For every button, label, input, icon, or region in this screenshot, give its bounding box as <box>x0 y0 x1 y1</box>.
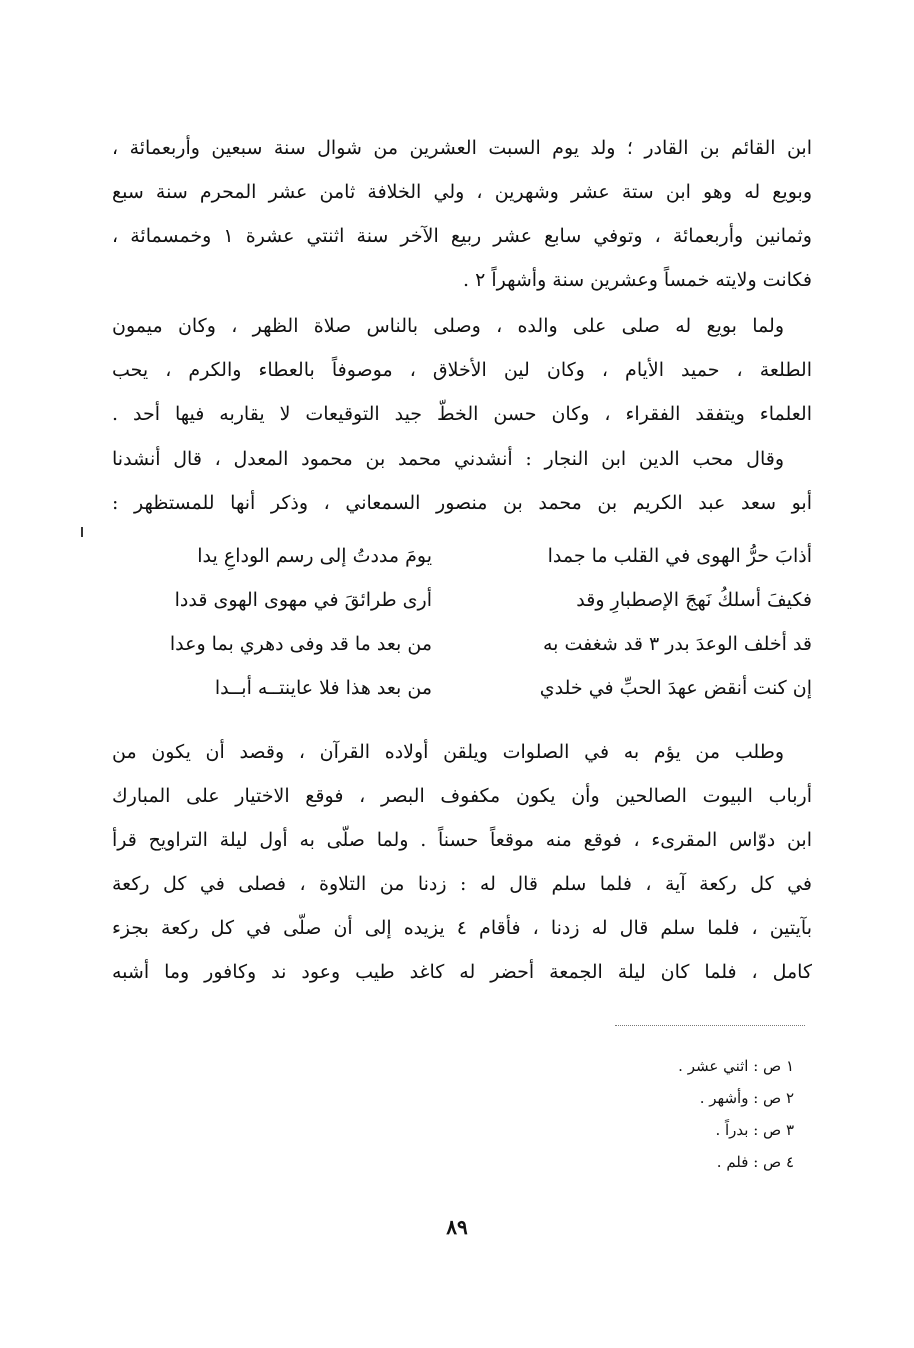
text-line: وبويع له وهو ابن ستة عشر وشهرين ، ولي الخلافة ثامن عشر المحرم سنة سبع <box>112 181 812 203</box>
text-line: كامل ، فلما كان ليلة الجمعة أحضر له كاغد طيب وعود ند وكافور وما أشبه <box>112 961 812 983</box>
footnote: ٣ ص : بدراً . <box>715 1121 794 1139</box>
paragraph-3 <box>112 437 812 525</box>
verse-second-hemistich: من بعد هذا فلا عاينتــه أبــدا <box>214 677 432 699</box>
text-line: ابن دوّاس المقرىء ، فوقع منه موقعاً حسناً . ولما صلّى به أول ليلة التراويح قرأ <box>112 829 812 851</box>
page-number: ٨٩ <box>446 1215 468 1239</box>
footnote: ١ ص : اثني عشر . <box>678 1057 794 1075</box>
text-line: وطلب من يؤم به في الصلوات ويلقن أولاده القرآن ، وقصد أن يكون من <box>112 741 784 763</box>
verse-first-hemistich: إن كنت أنقض عهدَ الحبِّ في خلدي <box>539 677 812 699</box>
text-line: أبو سعد عبد الكريم بن محمد بن منصور السمعاني ، وذكر أنها للمستظهر : <box>112 492 812 514</box>
text-line: العلماء ويتفقد الفقراء ، وكان حسن الخطّ جيد التوقيعات لا يقاربه فيها أحد . <box>112 403 812 425</box>
footnote: ٢ ص : وأشهر . <box>699 1089 794 1107</box>
paragraph-2 <box>112 304 812 436</box>
paragraph-1 <box>112 126 812 302</box>
text-line: وثمانين وأربعمائة ، وتوفي سابع عشر ربيع الآخر سنة اثنتي عشرة ١ وخمسمائة ، <box>112 225 812 247</box>
footnote-separator <box>615 1025 805 1026</box>
footnote: ٤ ص : فلم . <box>716 1153 794 1171</box>
poem <box>112 534 812 710</box>
text-line: فكانت ولايته خمساً وعشرين سنة وأشهراً ٢ . <box>463 269 812 291</box>
text-line: في كل ركعة آية ، فلما سلم قال له : زدنا من التلاوة ، فصلى في كل ركعة <box>112 873 812 895</box>
verse-second-hemistich: من بعد ما قد وفى دهري بما وعدا <box>169 633 432 655</box>
verse-first-hemistich: فكيفَ أسلكُ نَهجَ الإصطبارِ وقد <box>576 589 812 611</box>
text-line: أرباب البيوت الصالحين وأن يكون مكفوف البصر ، فوقع الاختيار على المبارك <box>112 785 812 807</box>
verse-row <box>112 622 812 666</box>
footnotes <box>678 1050 794 1178</box>
text-line: بآيتين ، فلما سلم قال له زدنا ، فأقام ٤ يزيده إلى أن صلّى في كل ركعة بجزء <box>112 917 812 939</box>
verse-row <box>112 578 812 622</box>
verse-row <box>112 666 812 710</box>
verse-first-hemistich: أذابَ حرُّ الهوى في القلب ما جمدا <box>547 545 812 567</box>
verse-first-hemistich: قد أخلف الوعدَ بدر ٣ قد شغفت به <box>542 633 812 655</box>
paragraph-4 <box>112 730 812 994</box>
text-line: وقال محب الدين ابن النجار : أنشدني محمد بن محمود المعدل ، قال أنشدنا <box>112 448 784 470</box>
verse-second-hemistich: أرى طرائقَ في مهوى الهوى قددا <box>174 589 432 611</box>
margin-mark <box>81 527 83 537</box>
verse-row <box>112 534 812 578</box>
text-line: ابن القائم بن القادر ؛ ولد يوم السبت العشرين من شوال سنة سبعين وأربعمائة ، <box>112 137 812 159</box>
text-line: الطلعة ، حميد الأيام ، وكان لين الأخلاق ، موصوفاً بالعطاء والكرم ، يحب <box>112 359 812 381</box>
text-line: ولما بويع له صلى على والده ، وصلى بالناس صلاة الظهر ، وكان ميمون <box>112 315 784 337</box>
verse-second-hemistich: يومَ مددتُ إلى رسم الوداعِ يدا <box>197 545 432 567</box>
